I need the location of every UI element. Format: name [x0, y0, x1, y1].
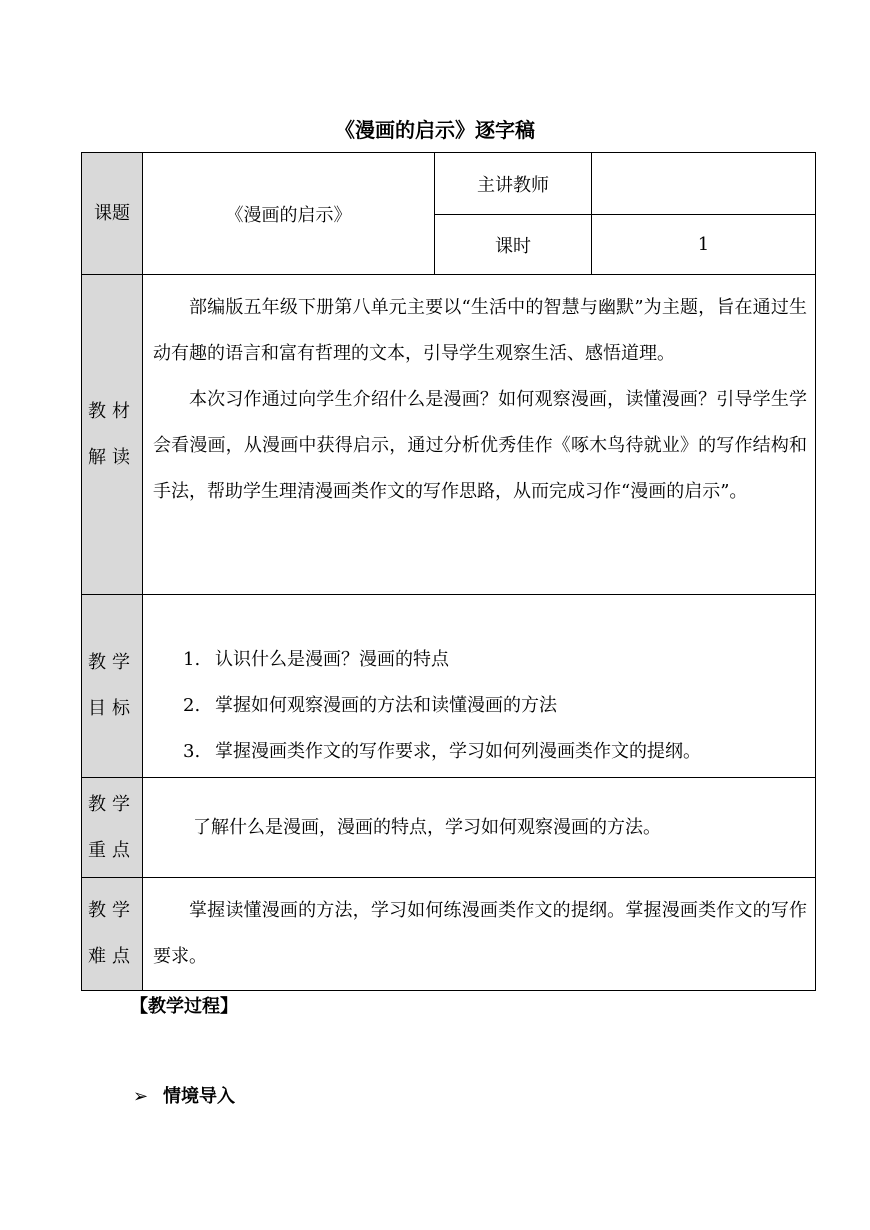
period-value: 1	[592, 215, 816, 275]
topic-value: 《漫画的启示》	[143, 153, 435, 275]
document-title: 《漫画的启示》逐字稿	[335, 118, 535, 142]
goals-list	[183, 637, 807, 775]
goals-label: 教学 目标	[82, 595, 143, 778]
goal-item: 3. 掌握漫画类作文的写作要求，学习如何列漫画类作文的提纲。	[183, 741, 701, 762]
material-paragraph: 部编版五年级下册第八单元主要以“生活中的智慧与幽默”为主题，旨在通过生动有趣的语言和富有哲理的文本，引导学生观察生活、感悟道理。	[153, 297, 807, 364]
teacher-label: 主讲教师	[435, 153, 592, 215]
material-content	[143, 275, 816, 595]
difficulties-label: 教学 难点	[82, 878, 143, 991]
material-label: 教材 解读	[82, 275, 143, 595]
topic-label: 课题	[82, 153, 143, 275]
section-bullet	[133, 1080, 235, 1114]
arrow-bullet-icon: ➢	[133, 1086, 149, 1107]
difficulties-paragraph: 掌握读懂漫画的方法，学习如何练漫画类作文的提纲。掌握漫画类作文的写作要求。	[153, 900, 807, 967]
goal-item: 2. 掌握如何观察漫画的方法和读懂漫画的方法	[183, 695, 557, 716]
teaching-process-heading: 【教学过程】	[130, 996, 238, 1017]
period-label: 课时	[435, 215, 592, 275]
material-paragraph: 本次习作通过向学生介绍什么是漫画？如何观察漫画，读懂漫画？引导学生学会看漫画，从漫画中获得启示，通过分析优秀佳作《啄木鸟待就业》的写作结构和手法，帮助学生理清漫画类作文的写作思路，从而完成习作“漫画的启示”。	[153, 389, 807, 502]
key-points-content: 了解什么是漫画，漫画的特点，学习如何观察漫画的方法。	[143, 778, 816, 878]
goal-item: 1. 认识什么是漫画？漫画的特点	[183, 649, 449, 670]
difficulties-content	[143, 878, 816, 991]
teacher-value	[592, 153, 816, 215]
section-title: 情境导入	[163, 1086, 235, 1107]
lesson-info-table	[81, 152, 816, 991]
goals-content	[143, 595, 816, 778]
key-points-label: 教学 重点	[82, 778, 143, 878]
